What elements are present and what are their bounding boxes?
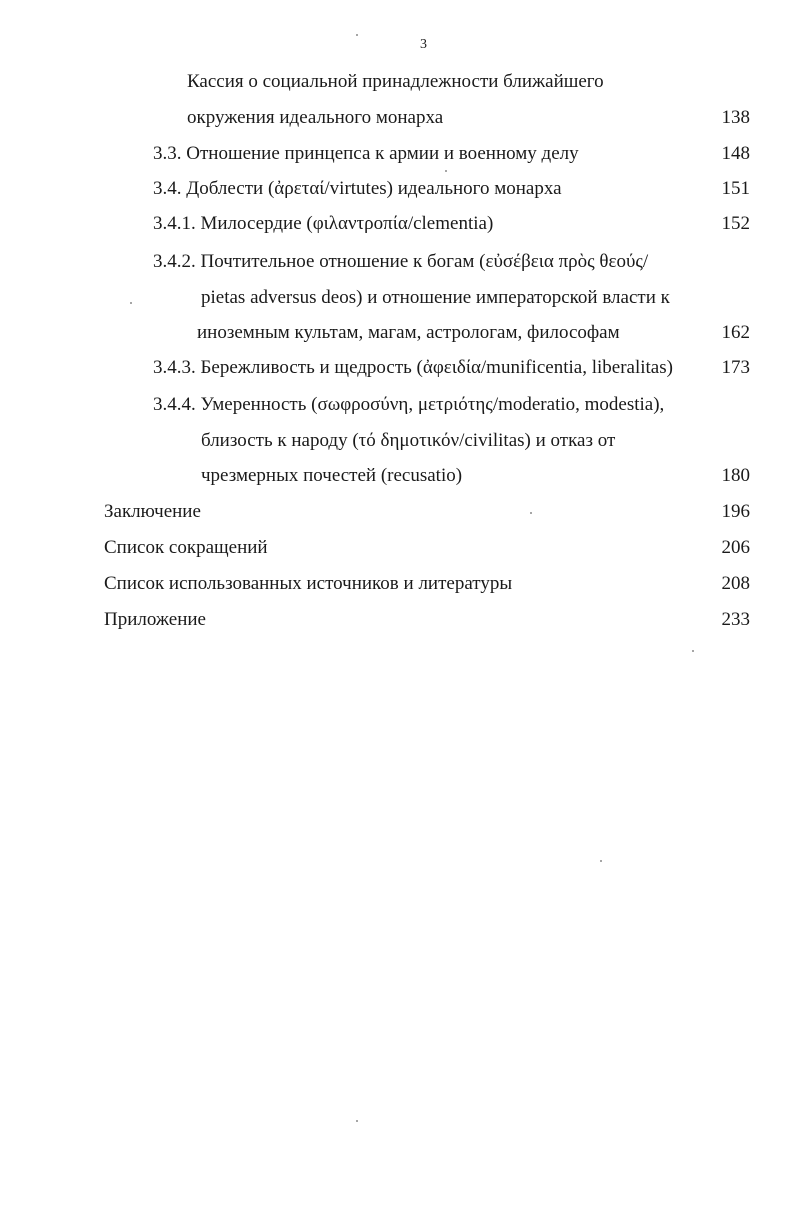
toc-entry-text: 3.4.3. Бережливость и щедрость (ἀφειδία/munificentia, liberalitas): [153, 357, 673, 378]
toc-entry-text: Список использованных источников и литературы: [104, 573, 513, 594]
scan-speck: [445, 170, 447, 172]
toc-entry-text: иноземным культам, магам, астрологам, философам: [197, 322, 620, 343]
toc-page-number: 162: [721, 322, 750, 343]
toc-entry-text: Список сокращений: [104, 537, 268, 558]
page-number: 3: [420, 37, 427, 52]
toc-page-number: 206: [721, 537, 750, 558]
scan-speck: [600, 860, 602, 862]
scan-speck: [356, 1120, 358, 1122]
toc-entry-text: 3.4.4. Умеренность (σωφροσύνη, μετριότης/moderatio, modestia),: [153, 394, 665, 415]
toc-page-number: 233: [721, 609, 750, 630]
toc-entry-text: чрезмерных почестей (recusatio): [201, 465, 463, 486]
scan-speck: [530, 512, 532, 514]
toc-page-number: 152: [721, 213, 750, 234]
scan-speck: [130, 302, 132, 304]
toc-page-number: 148: [721, 143, 750, 164]
toc-entry-text: pietas adversus deos) и отношение императорской власти к: [201, 287, 670, 308]
toc-page-number: 196: [721, 501, 750, 522]
toc-page-number: 180: [721, 465, 750, 486]
scan-speck: [356, 34, 358, 36]
toc-entry-text: 3.4. Доблести (ἀρεταί/virtutes) идеального монарха: [153, 178, 562, 199]
toc-entry-text: 3.4.1. Милосердие (φιλαντρoπία/clementia): [153, 213, 494, 234]
toc-entry-text: Приложение: [104, 609, 206, 630]
toc-page-number: 151: [721, 178, 750, 199]
toc-entry-text: 3.4.2. Почтительное отношение к богам (εὐσέβεια πρὸς θεούς/: [153, 251, 649, 272]
toc-page-number: 138: [721, 107, 750, 128]
toc-entry-text: окружения идеального монарха: [187, 107, 444, 128]
toc-entry-text: близость к народу (τό δημοτικόν/civilitas) и отказ от: [201, 430, 616, 451]
scan-speck: [692, 650, 694, 652]
toc-entry-text: Заключение: [104, 501, 201, 522]
toc-entry-text: 3.3. Отношение принцепса к армии и военному делу: [153, 143, 579, 164]
toc-page-number: 208: [721, 573, 750, 594]
toc-entry-text: Кассия о социальной принадлежности ближайшего: [187, 71, 604, 92]
toc-page-number: 173: [721, 357, 750, 378]
